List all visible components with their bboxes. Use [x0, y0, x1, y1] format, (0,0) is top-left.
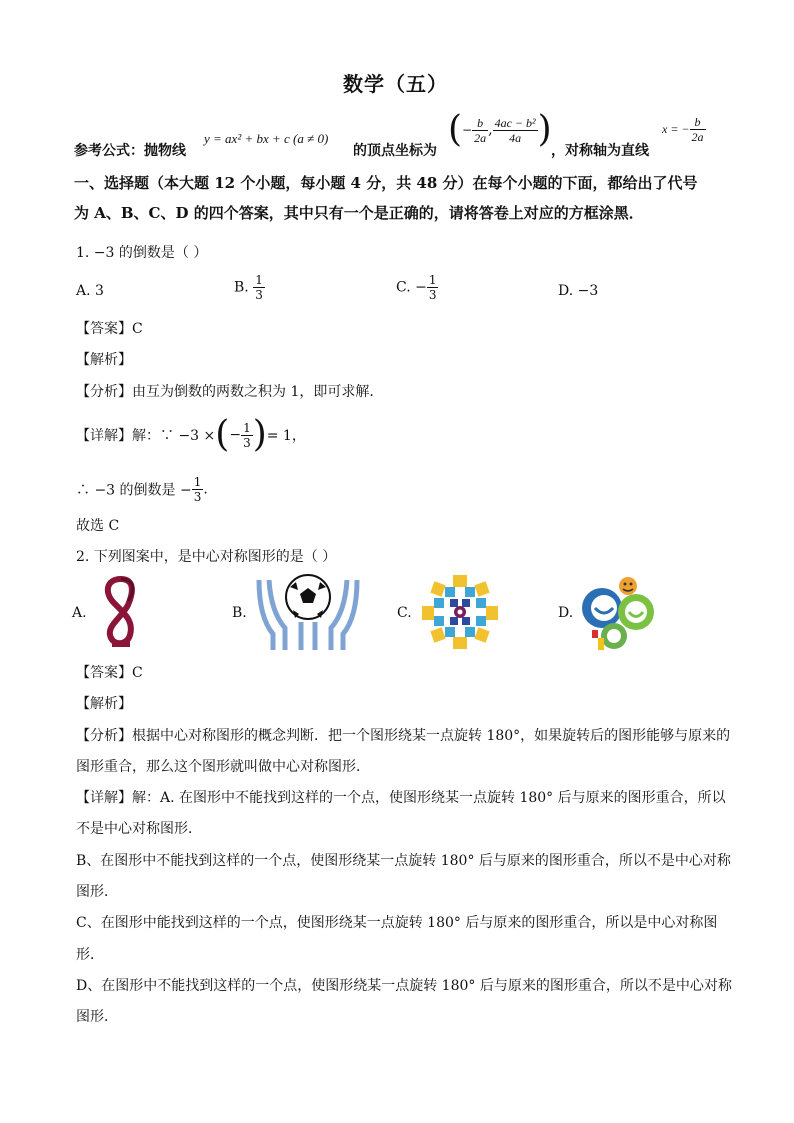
q2-analysis-line1: 【分析】根据中心对称图形的概念判断．把一个图形绕某一点旋转 180°，如果旋转后的图形能够与原来的	[76, 728, 731, 744]
parabola-equation: y = ax² + bx + c (a ≠ 0)	[204, 131, 329, 146]
q2-detail-c-line1: C、在图形中能找到这样的一个点，使图形绕某一点旋转 180° 后与原来的图形重合，所以是中心对称图	[76, 915, 718, 931]
q2-detail-b-line2: 图形．	[76, 884, 118, 900]
q1-answer: 【答案】C	[76, 321, 143, 337]
q2-analysis-line2: 图形重合，那么这个图形就叫做中心对称图形．	[76, 759, 370, 775]
q1-analysis: 【分析】由互为倒数的两数之积为 1，即可求解．	[76, 384, 384, 400]
section-header-line2: 为 A、B、C、D 的四个答案，其中只有一个是正确的，请将答卷上对应的方框涂黑．	[74, 204, 644, 222]
q1-analysis-head: 【解析】	[76, 352, 132, 368]
axis-text: ，对称轴为直线	[551, 143, 649, 159]
q1-option-d: D. −3	[558, 283, 599, 299]
q2-detail-c-line2: 形．	[76, 947, 104, 963]
q2-detail-a-line2: 不是中心对称图形．	[76, 821, 202, 837]
q1-option-c: C. − $\frac{1}{3}$	[396, 273, 437, 302]
q2-detail-d-line1: D、在图形中不能找到这样的一个点，使图形绕某一点旋转 180° 后与原来的图形重合，所以不是中心对称	[76, 978, 732, 994]
q2-detail-b-line1: B、在图形中不能找到这样的一个点，使图形绕某一点旋转 180° 后与原来的图形重合，所以不是中心对称	[76, 853, 731, 869]
q2-option-b: B.	[232, 605, 247, 621]
q2-detail-d-line2: 图形．	[76, 1009, 118, 1025]
page-title: 数学（五）	[343, 72, 448, 96]
q2-option-a: A.	[72, 605, 87, 621]
q2-detail-a-line1: 【详解】解：A. 在图形中不能找到这样的一个点，使图形绕某一点旋转 180° 后与原来的图形重合，所以	[76, 790, 726, 806]
vertex-coordinate: (− $\frac{b}{2a}$ , $\frac{\text{4ac − b²}}{4a}$ )	[448, 109, 552, 150]
q1-option-b: B. $\frac{1}{3}$	[234, 273, 263, 302]
q1-choice: 故选 C	[76, 518, 120, 534]
section-header-line1: 一、选择题（本大题 12 个小题，每小题 4 分，共 48 分）在每个小题的下面，都给出了代号	[74, 174, 698, 192]
vertex-text: 的顶点坐标为	[353, 143, 437, 159]
figure-eight-emblem-icon	[100, 575, 142, 650]
axis-equation: x = − $\frac{b}{2a}$	[662, 115, 704, 144]
q1-conclusion: ∴ −3 的倒数是 − $\frac{1}{3}$ .	[76, 475, 208, 504]
q2-answer: 【答案】C	[76, 665, 143, 681]
q2-option-c: C.	[397, 605, 412, 621]
q1-option-a: A. 3	[76, 283, 104, 299]
q1-detail: 【详解】解：∵ −3 ×(− $\frac{1}{3}$ )= 1，	[76, 414, 306, 455]
smiling-faces-emblem-icon	[578, 572, 660, 652]
q2-option-d: D.	[558, 605, 574, 621]
symmetric-mosaic-emblem-icon	[420, 573, 500, 651]
soccer-ball-emblem-icon	[255, 572, 361, 652]
q2-stem: 2. 下列图案中，是中心对称图形的是（ ）	[76, 549, 337, 565]
q2-analysis-head: 【解析】	[76, 696, 132, 712]
formula-prefix: 参考公式：抛物线	[74, 143, 186, 159]
q1-stem: 1. −3 的倒数是（ ）	[76, 245, 208, 261]
